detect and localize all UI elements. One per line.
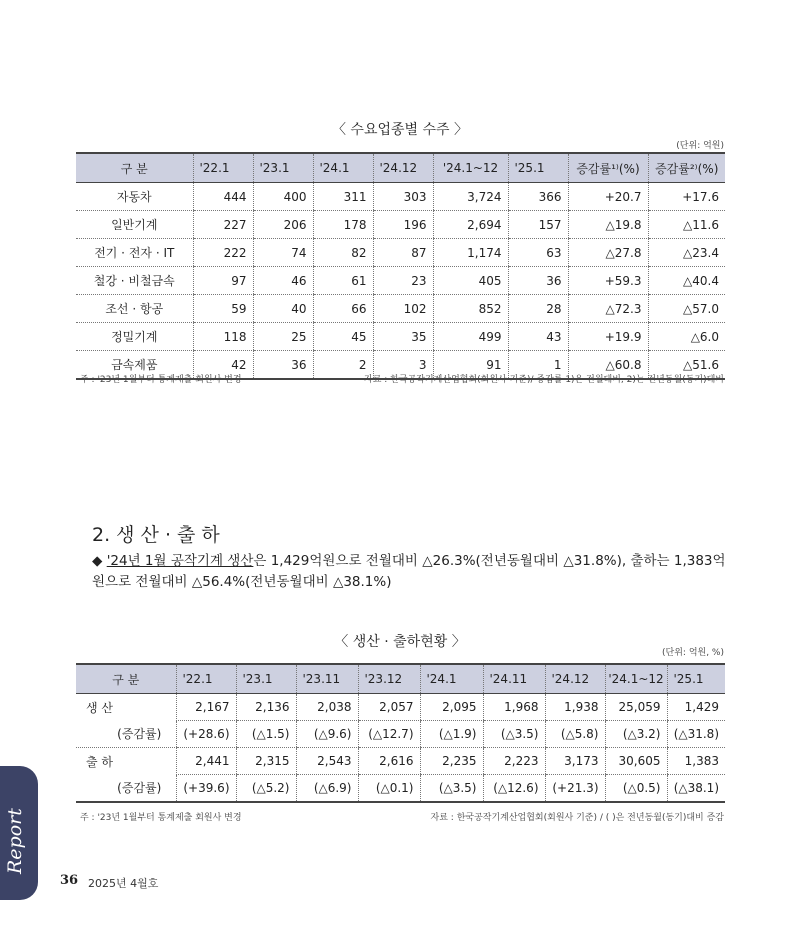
production-shipment-table bbox=[76, 663, 725, 803]
table-cell: (△12.6) bbox=[483, 775, 545, 803]
table-cell: +59.3 bbox=[568, 267, 648, 295]
table-cell: 400 bbox=[253, 183, 313, 211]
table1-note: 주 : '23년 1월부터 통계제출 회원사 변경 bbox=[80, 375, 242, 385]
table-cell: △57.0 bbox=[648, 295, 725, 323]
table-cell: △19.8 bbox=[568, 211, 648, 239]
table-cell: 61 bbox=[313, 267, 373, 295]
table-cell: 2 bbox=[313, 351, 373, 380]
table-cell: 91 bbox=[433, 351, 508, 380]
table-cell: 36 bbox=[508, 267, 568, 295]
header-23-1: '23.1 bbox=[253, 153, 313, 183]
header-24-12: '24.12 bbox=[545, 664, 605, 694]
group-label: 생 산 bbox=[86, 700, 113, 715]
table-cell: 30,605 bbox=[605, 748, 667, 775]
table-cell: 35 bbox=[373, 323, 433, 351]
table-cell: (△6.9) bbox=[296, 775, 358, 803]
table-cell: 102 bbox=[373, 295, 433, 323]
table-row bbox=[76, 748, 725, 775]
table-cell: 3,724 bbox=[433, 183, 508, 211]
table-cell: 1 bbox=[508, 351, 568, 380]
table-cell: 2,441 bbox=[176, 748, 236, 775]
header-23-1: '23.1 bbox=[236, 664, 296, 694]
table-cell: (△12.7) bbox=[358, 721, 420, 748]
table1-source: 자료 : 한국공작기계산업협회(회원사 기준)/ 증감률 1)은 전월대비, 2)는 전년동월(동기)대비 bbox=[364, 375, 724, 385]
table-cell: 2,095 bbox=[420, 694, 483, 721]
table-cell: 25,059 bbox=[605, 694, 667, 721]
table-cell: △51.6 bbox=[648, 351, 725, 380]
table-cell: 3 bbox=[373, 351, 433, 380]
header-23-11: '23.11 bbox=[296, 664, 358, 694]
change-rate-label: (증감률) bbox=[76, 775, 176, 803]
table-cell: (△3.5) bbox=[420, 775, 483, 803]
table-row bbox=[76, 267, 725, 295]
table-cell: △27.8 bbox=[568, 239, 648, 267]
table-cell: (+28.6) bbox=[176, 721, 236, 748]
table-cell: 157 bbox=[508, 211, 568, 239]
table-cell: 42 bbox=[193, 351, 253, 380]
table-cell: (△31.8) bbox=[667, 721, 725, 748]
table-cell: 59 bbox=[193, 295, 253, 323]
table-cell: (+39.6) bbox=[176, 775, 236, 803]
table-row bbox=[76, 323, 725, 351]
table2-note: 주 : '23년 1월부터 통계제출 회원사 변경 bbox=[80, 813, 242, 823]
header-category: 구 분 bbox=[76, 664, 176, 694]
table-cell: 2,616 bbox=[358, 748, 420, 775]
table-cell: 303 bbox=[373, 183, 433, 211]
report-side-tab bbox=[0, 766, 38, 900]
summary-highlight: '24년 1월 공작기계 생산 bbox=[106, 553, 254, 569]
change-rate-label: (증감률) bbox=[76, 721, 176, 748]
table-cell: (△0.5) bbox=[605, 775, 667, 803]
row-label: 철강 · 비철금속 bbox=[76, 267, 193, 295]
table-cell: 43 bbox=[508, 323, 568, 351]
table-cell: (+21.3) bbox=[545, 775, 605, 803]
table2-source: 자료 : 한국공작기계산업협회(회원사 기준) / ( )은 전년동월(동기)대비 증감 bbox=[430, 813, 724, 823]
table-cell: +20.7 bbox=[568, 183, 648, 211]
table-cell: 36 bbox=[253, 351, 313, 380]
header-24-1-12: '24.1~12 bbox=[605, 664, 667, 694]
table-cell: 2,315 bbox=[236, 748, 296, 775]
table-row bbox=[76, 211, 725, 239]
table-cell: 1,383 bbox=[667, 748, 725, 775]
header-24-1-12: '24.1~12 bbox=[433, 153, 508, 183]
table-cell: 23 bbox=[373, 267, 433, 295]
table-cell: 74 bbox=[253, 239, 313, 267]
table-cell: 28 bbox=[508, 295, 568, 323]
header-category: 구 분 bbox=[76, 153, 193, 183]
table-row-change-rate bbox=[76, 721, 725, 748]
table-cell: 2,038 bbox=[296, 694, 358, 721]
row-label: 자동차 bbox=[76, 183, 193, 211]
table-cell: 2,694 bbox=[433, 211, 508, 239]
table-cell: △6.0 bbox=[648, 323, 725, 351]
table-cell: (△3.2) bbox=[605, 721, 667, 748]
table-row bbox=[76, 694, 725, 721]
issue-label: 2025년 4월호 bbox=[88, 877, 159, 890]
table-cell: 1,968 bbox=[483, 694, 545, 721]
table-cell: 206 bbox=[253, 211, 313, 239]
table-cell: 97 bbox=[193, 267, 253, 295]
table-cell: 82 bbox=[313, 239, 373, 267]
table-cell: 1,429 bbox=[667, 694, 725, 721]
table-row-change-rate bbox=[76, 775, 725, 803]
page-number: 36 bbox=[60, 873, 79, 888]
table-cell: △60.8 bbox=[568, 351, 648, 380]
table-cell: 2,167 bbox=[176, 694, 236, 721]
group-label: 출 하 bbox=[86, 754, 113, 769]
table-cell: 852 bbox=[433, 295, 508, 323]
table-row bbox=[76, 239, 725, 267]
table-row bbox=[76, 183, 725, 211]
table-cell: 405 bbox=[433, 267, 508, 295]
table-cell: (△38.1) bbox=[667, 775, 725, 803]
table-cell: 66 bbox=[313, 295, 373, 323]
table-cell: 366 bbox=[508, 183, 568, 211]
table-cell: (△1.5) bbox=[236, 721, 296, 748]
table-cell: 2,543 bbox=[296, 748, 358, 775]
row-label: 조선 · 항공 bbox=[76, 295, 193, 323]
table-cell: 40 bbox=[253, 295, 313, 323]
orders-by-industry-table bbox=[76, 152, 725, 380]
table-cell: (△3.5) bbox=[483, 721, 545, 748]
header-change-rate-1: 증감률¹⁾(%) bbox=[568, 153, 648, 183]
table-cell: 178 bbox=[313, 211, 373, 239]
table-cell: (△1.9) bbox=[420, 721, 483, 748]
row-label: 일반기계 bbox=[76, 211, 193, 239]
bullet-diamond-icon: ◆ bbox=[92, 553, 103, 569]
section-title: 2. 생 산 · 출 하 bbox=[92, 524, 220, 546]
table-cell: △11.6 bbox=[648, 211, 725, 239]
table-cell: +17.6 bbox=[648, 183, 725, 211]
table-cell: △40.4 bbox=[648, 267, 725, 295]
table1-header-row bbox=[76, 153, 725, 183]
table-cell: 196 bbox=[373, 211, 433, 239]
table-cell: 2,235 bbox=[420, 748, 483, 775]
table2-title: 〈 생산 · 출하현황 〉 bbox=[334, 634, 466, 650]
table-cell: 227 bbox=[193, 211, 253, 239]
table-cell: 222 bbox=[193, 239, 253, 267]
report-tab-label: Report bbox=[4, 808, 26, 874]
table-cell: 25 bbox=[253, 323, 313, 351]
table-cell: 2,223 bbox=[483, 748, 545, 775]
summary-text: 은 1,429억원으로 전월대비 △26.3%(전년동월대비 △31.8%), 출하는 1,383억원으로 전월대비 △56.4%(전년동월대비 △38.1%) bbox=[92, 553, 726, 590]
header-25-1: '25.1 bbox=[667, 664, 725, 694]
table-cell: 3,173 bbox=[545, 748, 605, 775]
header-change-rate-2: 증감률²⁾(%) bbox=[648, 153, 725, 183]
table-cell: 45 bbox=[313, 323, 373, 351]
header-22-1: '22.1 bbox=[176, 664, 236, 694]
table2-unit: (단위: 억원, %) bbox=[662, 648, 724, 658]
header-23-12: '23.12 bbox=[358, 664, 420, 694]
table-cell: 444 bbox=[193, 183, 253, 211]
header-25-1: '25.1 bbox=[508, 153, 568, 183]
row-label: 정밀기계 bbox=[76, 323, 193, 351]
table-cell: 2,057 bbox=[358, 694, 420, 721]
table-cell: △72.3 bbox=[568, 295, 648, 323]
header-22-1: '22.1 bbox=[193, 153, 253, 183]
table-cell: △23.4 bbox=[648, 239, 725, 267]
row-label: 전기 · 전자 · IT bbox=[76, 239, 193, 267]
table-cell: 499 bbox=[433, 323, 508, 351]
table-cell: 87 bbox=[373, 239, 433, 267]
header-24-1: '24.1 bbox=[313, 153, 373, 183]
table-cell: 118 bbox=[193, 323, 253, 351]
row-label: 금속제품 bbox=[76, 351, 193, 380]
table1-title: 〈 수요업종별 수주 〉 bbox=[331, 122, 469, 138]
table-cell: (△9.6) bbox=[296, 721, 358, 748]
table-cell: 63 bbox=[508, 239, 568, 267]
table2-header-row bbox=[76, 664, 725, 694]
header-24-11: '24.11 bbox=[483, 664, 545, 694]
table-cell: 311 bbox=[313, 183, 373, 211]
section-summary bbox=[92, 551, 732, 593]
table1-unit: (단위: 억원) bbox=[676, 141, 724, 151]
table-cell: (△5.2) bbox=[236, 775, 296, 803]
table-cell: 1,174 bbox=[433, 239, 508, 267]
header-24-1: '24.1 bbox=[420, 664, 483, 694]
table-row bbox=[76, 295, 725, 323]
table-cell: 46 bbox=[253, 267, 313, 295]
header-24-12: '24.12 bbox=[373, 153, 433, 183]
table-cell: (△0.1) bbox=[358, 775, 420, 803]
table-cell: (△5.8) bbox=[545, 721, 605, 748]
table-cell: +19.9 bbox=[568, 323, 648, 351]
table-cell: 1,938 bbox=[545, 694, 605, 721]
table-cell: 2,136 bbox=[236, 694, 296, 721]
